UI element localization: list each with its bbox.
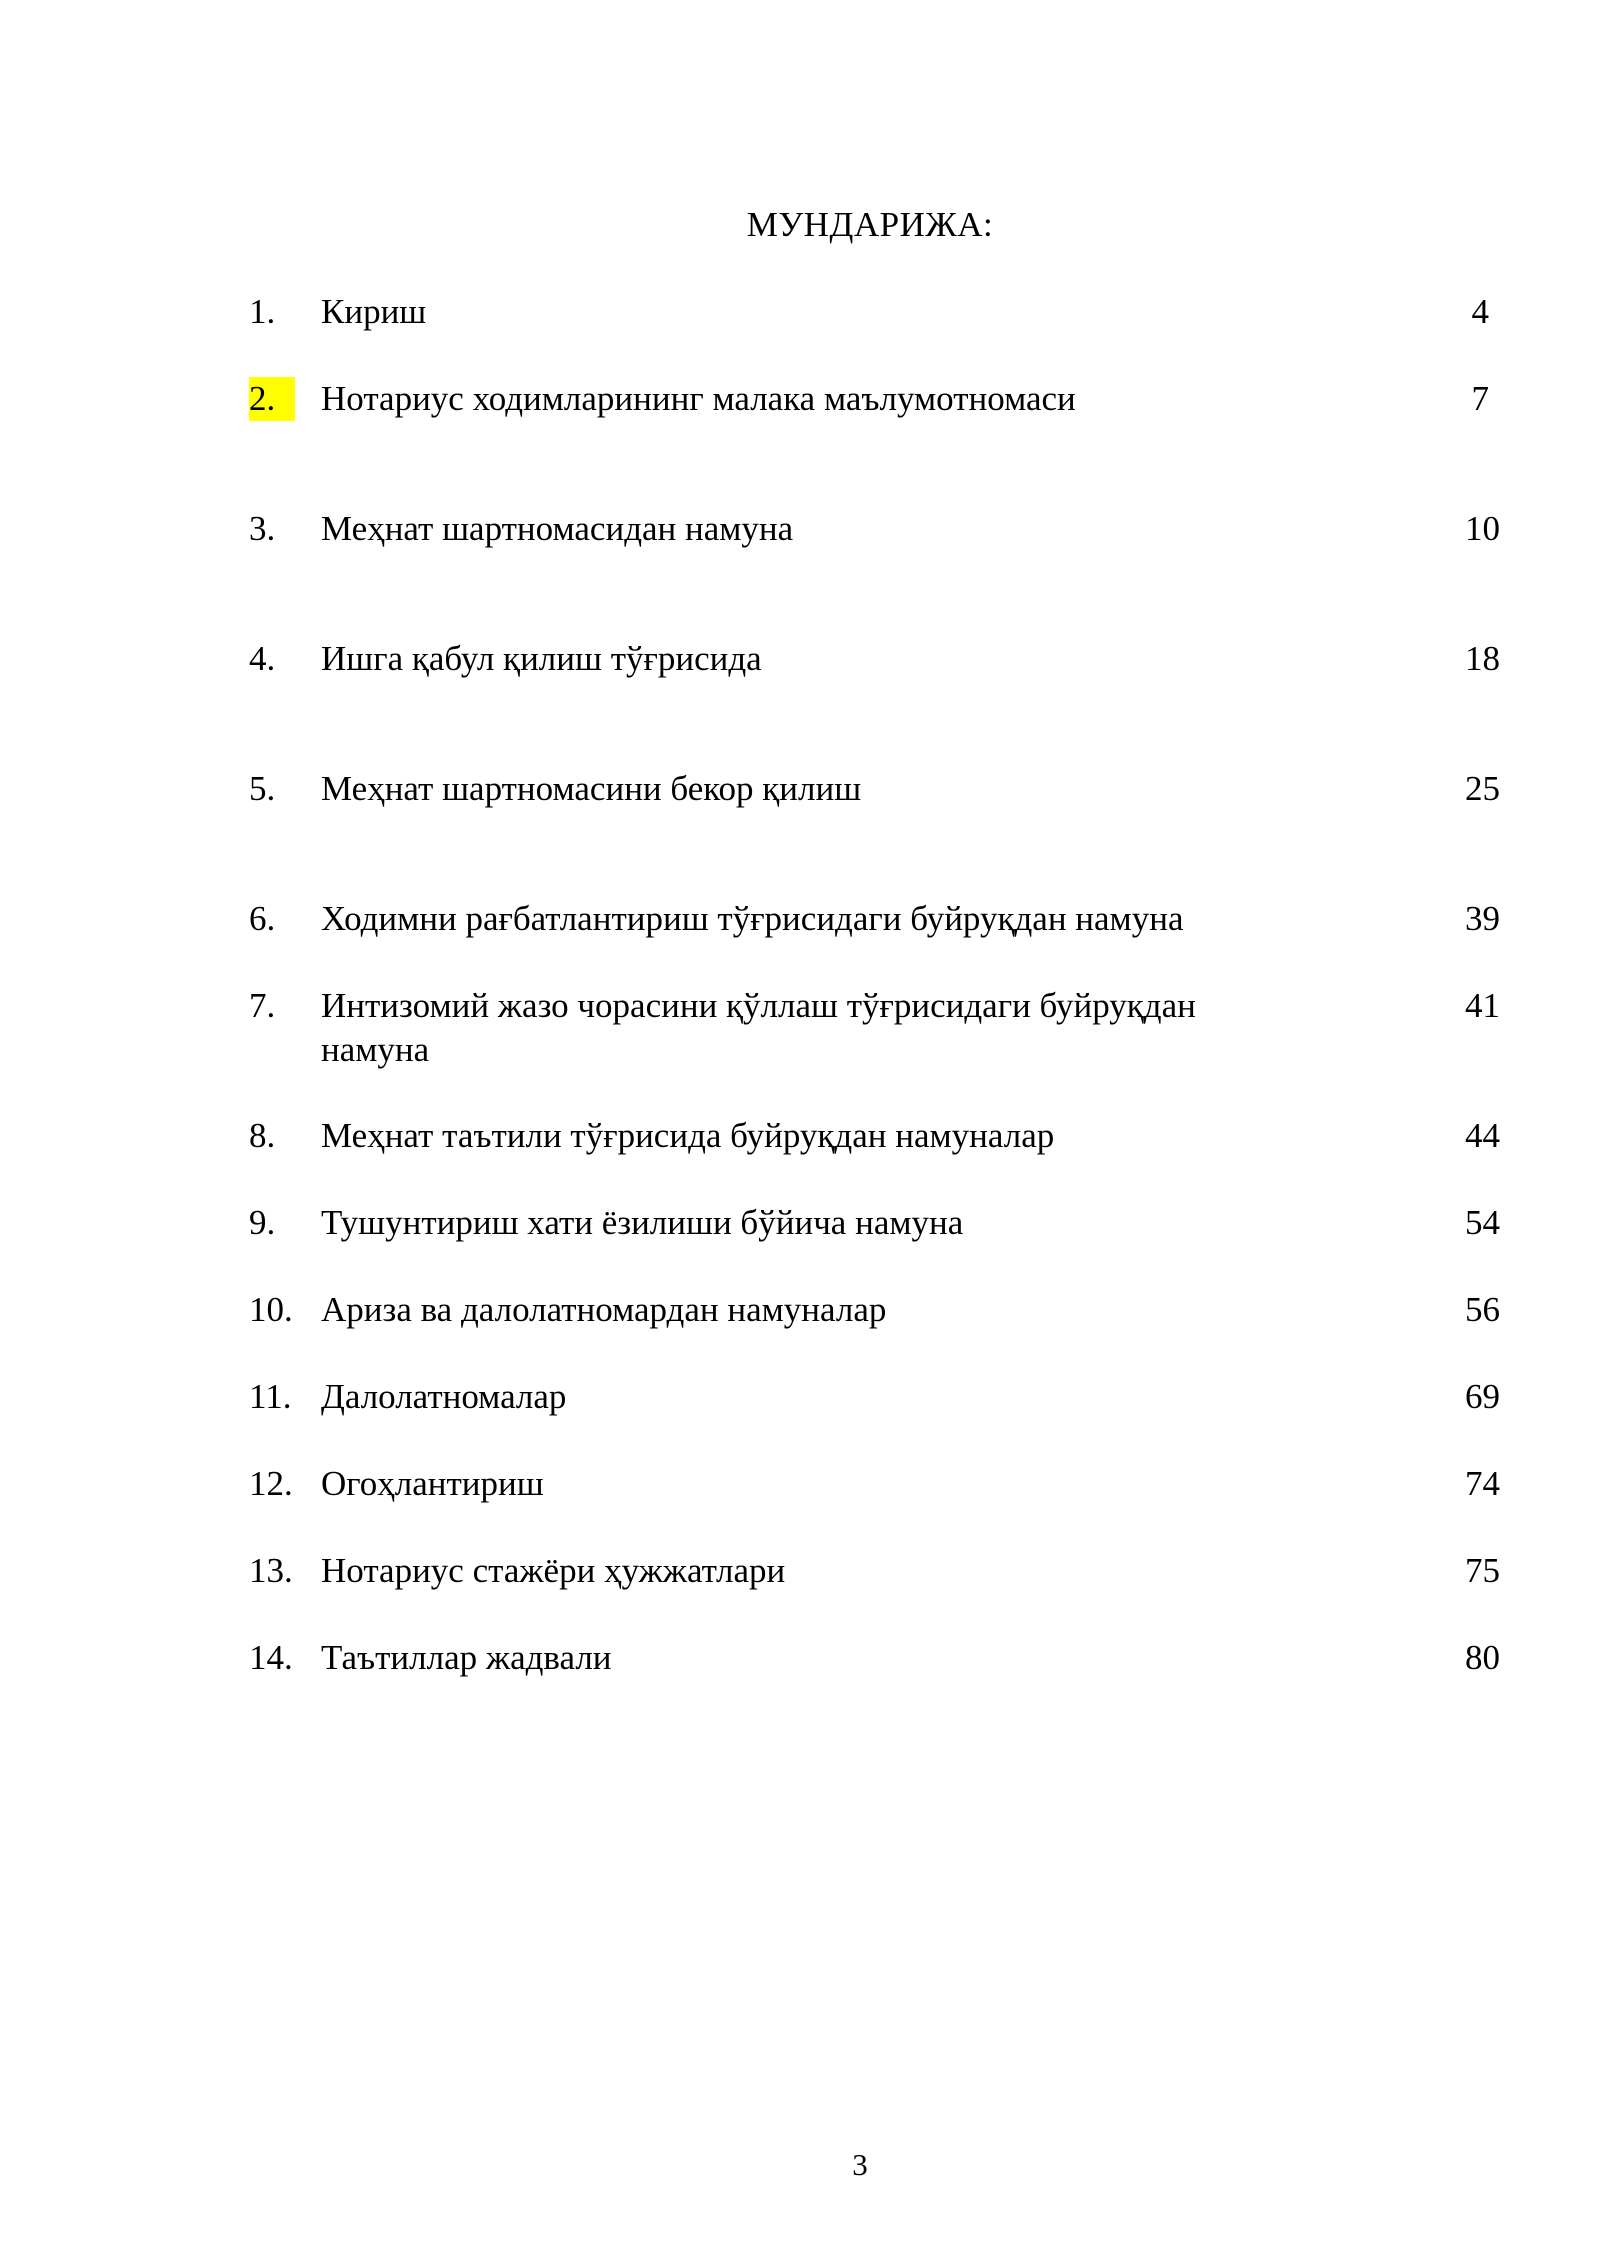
toc-entry-title: Ходимни рағбатлантириш тўғрисидаги буйруқдан намуна	[321, 899, 1184, 938]
toc-entry-number: 3.	[249, 509, 276, 548]
page-number: 3	[852, 2147, 868, 2182]
toc-entry-title: Интизомий жазо чорасини қўллаш тўғрисидаги буйруқдан намуна	[321, 986, 1196, 1069]
toc-entry-page: 18	[1465, 639, 1500, 678]
toc-entry-title: Меҳнат таътили тўғрисида буйруқдан намуналар	[321, 1116, 1055, 1155]
toc-entry-number-highlighted: 2.	[249, 377, 295, 421]
toc-entry-title: Меҳнат шартномасидан намуна	[321, 509, 794, 548]
toc-entry-title: Тушунтириш хати ёзилиши бўйича намуна	[321, 1203, 964, 1242]
toc-heading: МУНДАРИЖА:	[746, 205, 994, 244]
toc-entry-page: 69	[1465, 1377, 1500, 1416]
toc-entry-page: 54	[1465, 1203, 1500, 1242]
toc-entry-title: Ариза ва далолатномардан намуналар	[321, 1290, 887, 1329]
toc-entry-number: 13.	[249, 1551, 293, 1590]
toc-entry-number: 8.	[249, 1116, 276, 1155]
toc-entry-number: 14.	[249, 1638, 293, 1677]
toc-entry-title: Нотариус стажёри ҳужжатлари	[321, 1551, 786, 1590]
toc-entry-title: Далолатномалар	[321, 1377, 567, 1416]
toc-entry-number: 7.	[249, 986, 276, 1025]
toc-entry-title: Огоҳлантириш	[321, 1464, 544, 1503]
toc-entry-number: 4.	[249, 639, 276, 678]
toc-entry-page: 4	[1471, 292, 1489, 331]
toc-entry-number: 10.	[249, 1290, 293, 1329]
toc-entry-title: Ишга қабул қилиш тўғрисида	[321, 639, 762, 678]
toc-entry-number: 12.	[249, 1464, 293, 1503]
toc-entry-page: 74	[1465, 1464, 1500, 1503]
toc-entry-number: 11.	[249, 1377, 292, 1416]
toc-entry-page: 44	[1465, 1116, 1500, 1155]
toc-entry-page: 10	[1465, 509, 1500, 548]
toc-entry-title: Меҳнат шартномасини бекор қилиш	[321, 769, 862, 808]
toc-entry-number: 9.	[249, 1203, 276, 1242]
toc-entry-page: 39	[1465, 899, 1500, 938]
toc-entry-title: Кириш	[321, 292, 427, 331]
toc-entry-page: 80	[1465, 1638, 1500, 1677]
toc-entry-number: 5.	[249, 769, 276, 808]
toc-entry-number: 1.	[249, 292, 276, 331]
toc-entry-page: 25	[1465, 769, 1500, 808]
toc-entry-number: 6.	[249, 899, 276, 938]
toc-entry-page: 75	[1465, 1551, 1500, 1590]
toc-entry-title: Нотариус ходимларининг малака маълумотномаси	[321, 379, 1076, 418]
toc-entry-page: 41	[1465, 986, 1500, 1025]
toc-entry-page: 7	[1471, 379, 1489, 418]
toc-entry-page: 56	[1465, 1290, 1500, 1329]
toc-entry-title: Таътиллар жадвали	[321, 1638, 612, 1677]
